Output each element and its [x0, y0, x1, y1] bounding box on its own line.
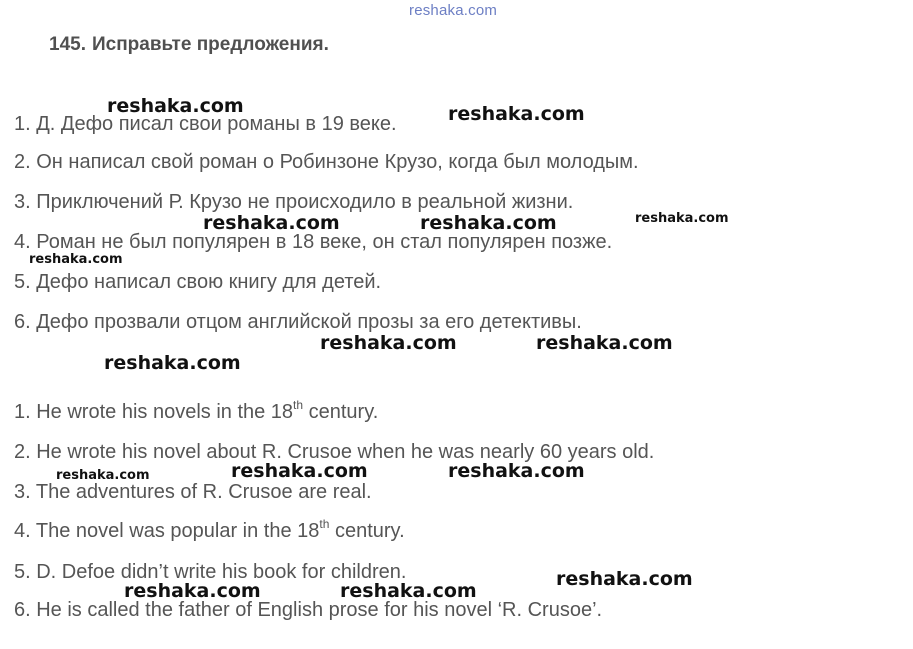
- watermark: reshaka.com: [320, 332, 457, 354]
- english-answer-3: 3. The adventures of R. Crusoe are real.: [14, 481, 372, 503]
- watermark: reshaka.com: [556, 568, 693, 590]
- watermark: reshaka.com: [203, 212, 340, 234]
- watermark: reshaka.com: [340, 580, 477, 602]
- russian-sentence-5: 5. Дефо написал свою книгу для детей.: [14, 271, 382, 293]
- english-answer-1: 1. He wrote his novels in the 18th century.: [14, 398, 379, 423]
- exercise-title: Исправьте предложения.: [91, 34, 329, 55]
- watermark: reshaka.com: [448, 103, 585, 125]
- watermark: reshaka.com: [448, 460, 585, 482]
- watermark: reshaka.com: [231, 460, 368, 482]
- watermark: reshaka.com: [536, 332, 673, 354]
- watermark: reshaka.com: [635, 211, 729, 226]
- watermark: reshaka.com: [29, 252, 123, 267]
- russian-sentence-2: 2. Он написал свой роман о Робинзоне Крузо, когда был молодым.: [14, 151, 639, 173]
- english-answer-5: 5. D. Defoe didn’t write his book for children.: [14, 561, 407, 583]
- watermark: reshaka.com: [124, 580, 261, 602]
- watermark: reshaka.com: [56, 468, 150, 483]
- exercise-number: 145.: [49, 34, 86, 55]
- english-answer-2: 2. He wrote his novel about R. Crusoe when he was nearly 60 years old.: [14, 441, 655, 463]
- watermark: reshaka.com: [104, 352, 241, 374]
- watermark: reshaka.com: [107, 95, 244, 117]
- site-watermark-header: reshaka.com: [409, 2, 498, 19]
- russian-sentence-4: 4. Роман не был популярен в 18 веке, он стал популярен позже.: [14, 231, 613, 253]
- exercise-heading: [49, 34, 329, 56]
- english-answer-6: 6. He is called the father of English prose for his novel ‘R. Crusoe’.: [14, 599, 603, 621]
- english-answer-4: 4. The novel was popular in the 18th century.: [14, 517, 405, 542]
- watermark: reshaka.com: [420, 212, 557, 234]
- russian-sentence-1: 1. Д. Дефо писал свои романы в 19 веке.: [14, 113, 397, 135]
- russian-sentence-6: 6. Дефо прозвали отцом английской прозы за его детективы.: [14, 311, 582, 333]
- russian-sentence-3: 3. Приключений Р. Крузо не происходило в реальной жизни.: [14, 191, 574, 213]
